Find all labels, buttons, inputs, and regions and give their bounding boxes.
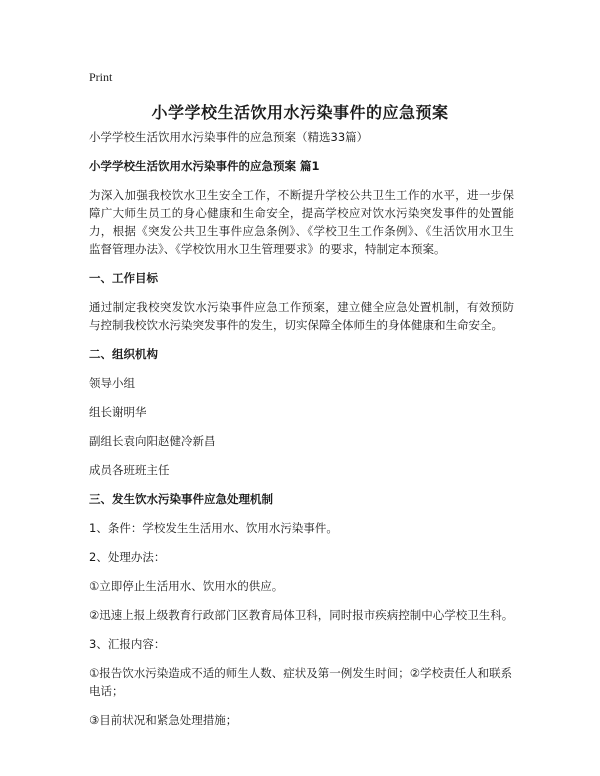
heading-organization: 二、组织机构	[89, 347, 158, 361]
mech-line-report-details: ①报告饮水污染造成不适的师生人数、症状及第一例发生时间；②学校责任人和联系电话；	[89, 666, 513, 698]
print-label[interactable]: Print	[89, 70, 113, 84]
section-heading: 小学学校生活饮用水污染事件的应急预案 篇1	[89, 159, 320, 173]
mech-line-handling: 2、处理办法：	[89, 550, 166, 564]
mech-line-report-up: ②迅速上报上级教育行政部门区教育局体卫科，同时报市疾病控制中心学校卫生科。	[89, 608, 514, 622]
org-line-leadership-group: 领导小组	[89, 376, 135, 390]
org-line-leader: 组长谢明华	[89, 405, 147, 419]
document-subtitle: 小学学校生活饮用水污染事件的应急预案（精选33篇）	[89, 130, 369, 144]
document-title: 小学学校生活饮用水污染事件的应急预案	[151, 103, 449, 122]
heading-mechanism: 三、发生饮水污染事件应急处理机制	[89, 492, 273, 506]
org-line-members: 成员各班班主任	[89, 463, 170, 477]
mech-line-condition: 1、条件：学校发生生活用水、饮用水污染事件。	[89, 521, 338, 535]
mech-line-report-content: 3、汇报内容：	[89, 637, 166, 651]
mech-line-current-status: ③目前状况和紧急处理措施；	[89, 713, 238, 727]
document-body	[89, 128, 514, 740]
intro-paragraph: 为深入加强我校饮水卫生安全工作，不断提升学校公共卫生工作的水平，进一步保障广大师生员工的身心健康和生命安全，提高学校应对饮水污染突发事件的处置能力，根据《突发公共卫生事件应急条例》、《学校卫生工作条例》、《生活饮用水卫生监督管理办法》、《学校饮用水卫生管理要求》的要求，特制定本预案。	[89, 188, 514, 256]
org-line-deputy-leaders: 副组长袁向阳赵健冷新昌	[89, 434, 216, 448]
goal-paragraph: 通过制定我校突发饮水污染事件应急工作预案，建立健全应急处置机制，有效预防与控制我校饮水污染突发事件的发生，切实保障全体师生的身体健康和生命安全。	[89, 300, 514, 332]
mech-line-stop-supply: ①立即停止生活用水、饮用水的供应。	[89, 579, 284, 593]
heading-goal: 一、工作目标	[89, 271, 158, 285]
